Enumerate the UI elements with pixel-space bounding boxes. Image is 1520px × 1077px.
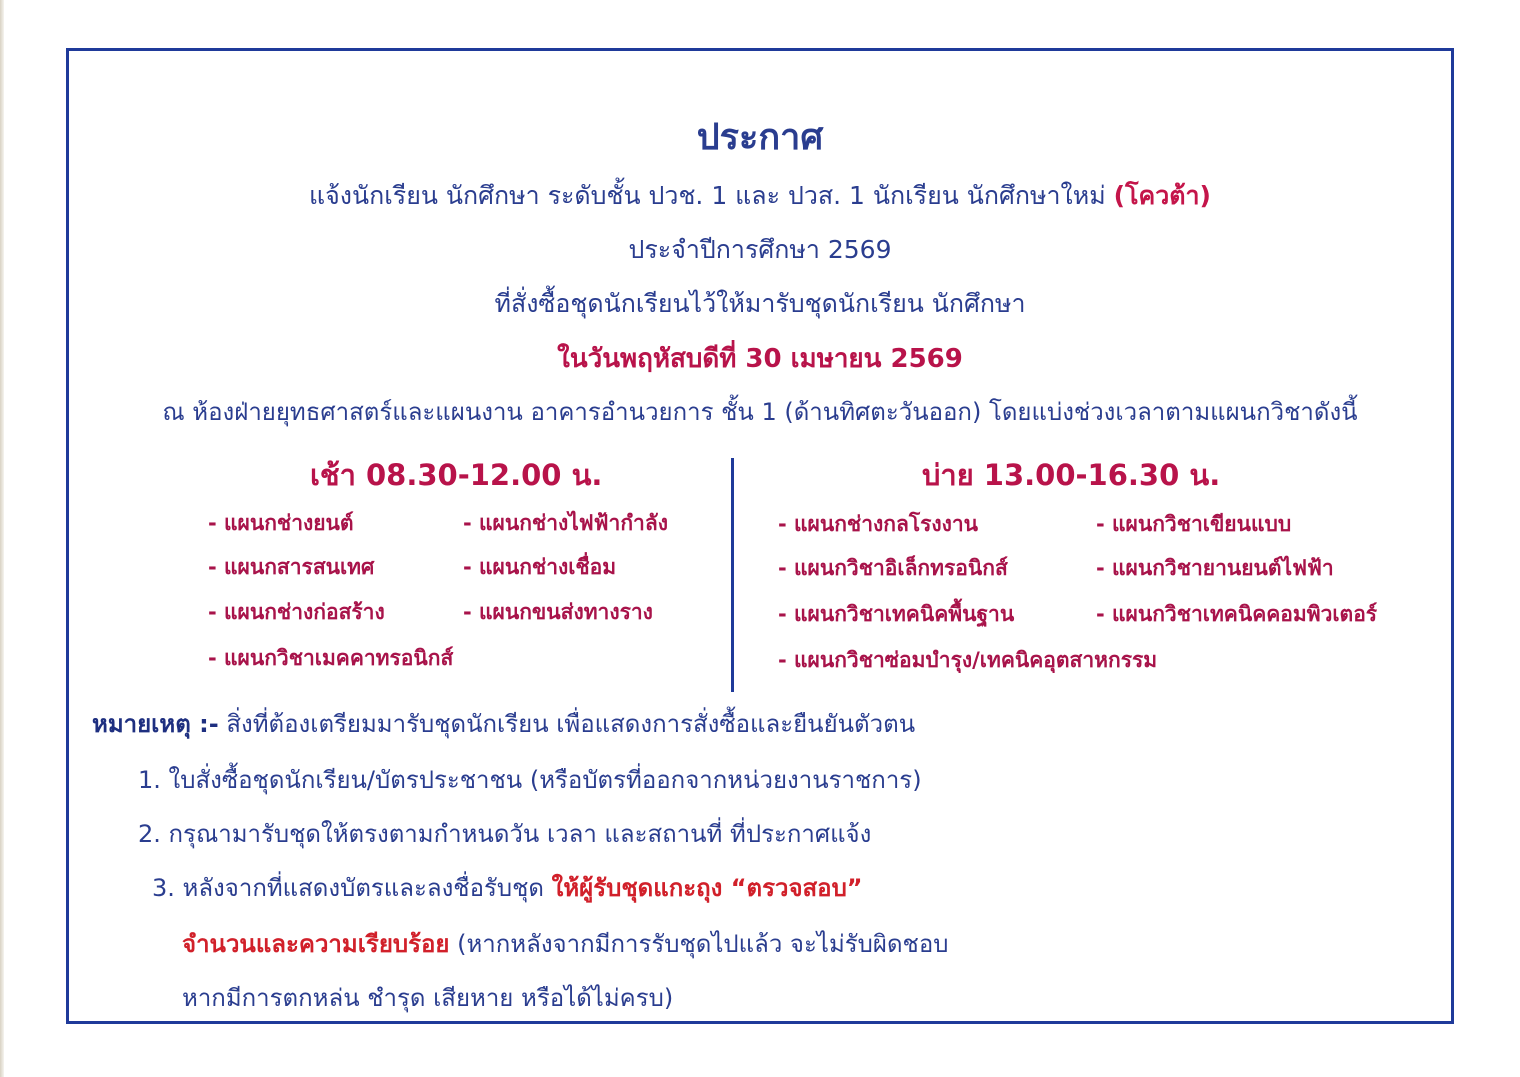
morning-dept-item: - แผนกวิชาเมคคาทรอนิกส์ <box>208 646 454 670</box>
note-item-3-warning: ให้ผู้รับชุดแกะถุง “ตรวจสอบ” <box>551 874 863 902</box>
morning-dept-item: - แผนกช่างไฟฟ้ากำลัง <box>463 511 668 535</box>
morning-dept-item: - แผนกช่างยนต์ <box>208 511 354 535</box>
afternoon-dept-item: - แผนกวิชาซ่อมบำรุง/เทคนิคอุตสาหกรรม <box>778 648 1158 672</box>
note-item-3-last: หากมีการตกหล่น ชำรุด เสียหาย หรือได้ไม่ครบ) <box>182 984 674 1012</box>
afternoon-dept-item: - แผนกวิชาเทคนิคพื้นฐาน <box>778 602 1015 626</box>
afternoon-dept-item: - แผนกวิชายานยนต์ไฟฟ้า <box>1096 556 1334 580</box>
afternoon-heading: บ่าย 13.00-16.30 น. <box>922 458 1221 492</box>
note-item-3-text: 3. หลังจากที่แสดงบัตรและลงชื่อรับชุด <box>152 874 552 902</box>
quota-tag: (โควต้า) <box>1113 181 1211 210</box>
location-line: ณ ห้องฝ่ายยุทธศาสตร์และแผนงาน อาคารอำนวยการ ชั้น 1 (ด้านทิศตะวันออก) โดยแบ่งช่วงเวลาตามแผนกวิชาดังนี้ <box>162 398 1358 426</box>
morning-dept-item: - แผนกช่างก่อสร้าง <box>208 600 385 624</box>
note-item-3-cont <box>182 924 948 963</box>
afternoon-dept-item: - แผนกช่างกลโรงงาน <box>778 512 979 536</box>
column-divider <box>731 458 734 692</box>
note-item-1: 1. ใบสั่งซื้อชุดนักเรียน/บัตรประชาชน (หรือบัตรที่ออกจากหน่วยงานราชการ) <box>138 766 922 794</box>
morning-dept-item: - แผนกสารสนเทศ <box>208 555 375 579</box>
date-line: ในวันพฤหัสบดีที่ 30 เมษายน 2569 <box>557 344 963 374</box>
morning-heading: เช้า 08.30-12.00 น. <box>310 458 603 492</box>
afternoon-dept-item: - แผนกวิชาเขียนแบบ <box>1096 512 1292 536</box>
morning-dept-item: - แผนกขนส่งทางราง <box>463 600 653 624</box>
note-item-3-disclaimer: (หากหลังจากมีการรับชุดไปแล้ว จะไม่รับผิดชอบ <box>449 930 949 958</box>
afternoon-dept-item: - แผนกวิชาเทคนิคคอมพิวเตอร์ <box>1096 602 1378 626</box>
morning-dept-item: - แผนกช่างเชื่อม <box>463 555 617 579</box>
notice-title: ประกาศ <box>696 117 824 158</box>
notes-heading <box>92 704 915 743</box>
note-item-2: 2. กรุณามารับชุดให้ตรงตามกำหนดวัน เวลา และสถานที่ ที่ประกาศแจ้ง <box>138 820 872 848</box>
note-item-3 <box>152 868 863 907</box>
audience-line <box>0 176 1520 216</box>
notes-intro: สิ่งที่ต้องเตรียมมารับชุดนักเรียน เพื่อแสดงการสั่งซื้อและยืนยันตัวตน <box>218 710 916 738</box>
audience-text: แจ้งนักเรียน นักศึกษา ระดับชั้น ปวช. 1 และ ปวส. 1 นักเรียน นักศึกษาใหม่ <box>309 181 1106 210</box>
purpose-line: ที่สั่งซื้อชุดนักเรียนไว้ให้มารับชุดนักเรียน นักศึกษา <box>494 289 1026 318</box>
notes-label: หมายเหตุ :- <box>92 710 219 738</box>
academic-year-line: ประจำปีการศึกษา 2569 <box>628 235 892 264</box>
note-item-3-warning-cont: จำนวนและความเรียบร้อย <box>182 930 450 958</box>
afternoon-dept-item: - แผนกวิชาอิเล็กทรอนิกส์ <box>778 556 1008 580</box>
